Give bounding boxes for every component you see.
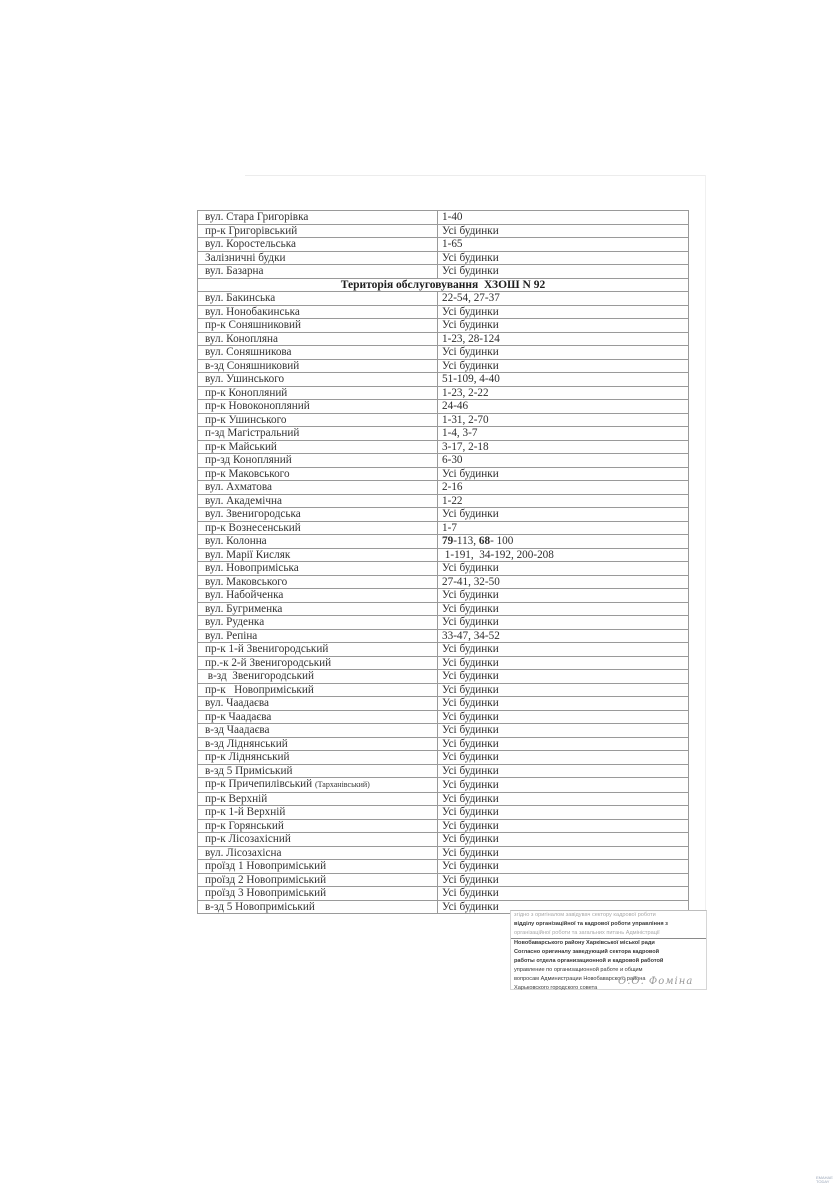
table-row — [198, 697, 689, 711]
street-name: вул. Набойченка — [205, 589, 284, 601]
street-name: пр-зд Конопляний — [205, 454, 292, 466]
houses-range: Усі будинки — [442, 792, 499, 805]
table-row — [198, 467, 689, 481]
street-cell — [198, 724, 438, 738]
street-cell — [198, 535, 438, 549]
street-cell — [198, 751, 438, 765]
street-cell — [198, 494, 438, 508]
table-row — [198, 508, 689, 522]
houses-cell — [438, 575, 689, 589]
street-name: пр-к Горянський — [205, 819, 284, 832]
houses-range: Усі будинки — [442, 737, 499, 750]
houses-range: 1-23, 28-124 — [442, 332, 500, 345]
houses-range: Усі будинки — [442, 860, 499, 872]
houses-cell — [438, 616, 689, 630]
houses-range: 1-22 — [442, 494, 463, 507]
street-name: в-зд Ліднянський — [205, 737, 288, 750]
street-note: (Тарханівський) — [314, 780, 370, 789]
houses-range: 1-40 — [442, 211, 463, 223]
street-cell — [198, 792, 438, 806]
street-cell — [198, 833, 438, 847]
houses-range: 1-191, 34-192, 200-208 — [442, 548, 554, 561]
street-cell — [198, 211, 438, 225]
houses-cell — [438, 683, 689, 697]
houses-cell — [438, 764, 689, 778]
street-name: пр-к Конопляний — [205, 386, 288, 399]
street-cell — [198, 602, 438, 616]
houses-cell — [438, 373, 689, 387]
houses-cell — [438, 400, 689, 414]
table-row — [198, 346, 689, 360]
table-row — [198, 575, 689, 589]
houses-range: 3-17, 2-18 — [442, 440, 489, 453]
street-cell — [198, 737, 438, 751]
houses-cell — [438, 454, 689, 468]
table-row — [198, 413, 689, 427]
houses-range: 1-23, 2-22 — [442, 386, 489, 399]
table-row — [198, 656, 689, 670]
houses-range: Усі будинки — [442, 751, 499, 763]
houses-range: 1-31, 2-70 — [442, 413, 489, 426]
houses-range: 22-54, 27-37 — [442, 292, 500, 304]
scan-edge-top — [245, 175, 705, 176]
street-cell — [198, 265, 438, 279]
houses-range: 51-109, 4-40 — [442, 373, 500, 385]
houses-cell — [438, 643, 689, 657]
houses-cell — [438, 806, 689, 820]
houses-range-part: -113, — [453, 535, 479, 547]
handwritten-signature: О.О. Фоміна — [618, 976, 694, 987]
houses-range: Усі будинки — [442, 724, 499, 736]
street-cell — [198, 467, 438, 481]
section-title: Територія обслуговування ХЗОШ N 92 — [198, 278, 689, 292]
houses-range: Усі будинки — [442, 346, 499, 358]
stamp-line: Согласно оригиналу заведующий сектора кадровой — [514, 949, 660, 955]
houses-cell — [438, 224, 689, 238]
houses-range: Усі будинки — [442, 710, 499, 723]
street-name: пр.-к 2-й Звенигородський — [205, 656, 332, 669]
houses-cell — [438, 386, 689, 400]
street-cell — [198, 887, 438, 901]
houses-range: 1-4, 3-7 — [442, 427, 478, 439]
houses-range: Усі будинки — [442, 467, 499, 480]
street-cell — [198, 697, 438, 711]
houses-cell — [438, 332, 689, 346]
houses-range: 1-65 — [442, 238, 463, 250]
street-name: вул. Ахматова — [205, 481, 272, 493]
table-row — [198, 887, 689, 901]
street-cell — [198, 616, 438, 630]
table-row — [198, 873, 689, 887]
street-cell — [198, 305, 438, 319]
table-row — [198, 643, 689, 657]
street-name: пр-к Соняшниковий — [205, 319, 302, 331]
street-name: вул. Новопримiська — [205, 562, 299, 574]
scan-edge-right — [705, 175, 706, 975]
houses-cell — [438, 697, 689, 711]
houses-range: Усі будинки — [442, 589, 499, 601]
street-cell — [198, 224, 438, 238]
table-row — [198, 562, 689, 576]
houses-cell — [438, 887, 689, 901]
table-row — [198, 683, 689, 697]
street-name: вул. Коноплянa — [205, 332, 278, 345]
street-name: вул. Маковського — [205, 575, 288, 588]
table-row — [198, 319, 689, 333]
street-cell — [198, 359, 438, 373]
table-row — [198, 724, 689, 738]
street-cell — [198, 454, 438, 468]
street-name: пр-к 1-й Верхній — [205, 806, 286, 818]
street-cell — [198, 413, 438, 427]
street-cell — [198, 346, 438, 360]
houses-range: Усі будинки — [442, 846, 499, 859]
table-row — [198, 764, 689, 778]
houses-range: Усі будинки — [442, 508, 499, 520]
houses-range-part: 79 — [442, 535, 454, 547]
table-row — [198, 521, 689, 535]
table-row — [198, 292, 689, 306]
street-name: пр-к Лісозахісний — [205, 833, 291, 845]
houses-cell — [438, 656, 689, 670]
stamp-line: работы отдела организационной и кадровой работой — [514, 958, 664, 964]
street-cell — [198, 427, 438, 441]
street-name: вул. Колонна — [205, 535, 267, 547]
table-row — [198, 602, 689, 616]
houses-cell — [438, 670, 689, 684]
stamp-line: вопросам Администрации Новобаварского района — [514, 976, 646, 982]
street-name: пр-к Верхній — [205, 792, 268, 805]
houses-cell — [438, 427, 689, 441]
table-row — [198, 860, 689, 874]
houses-range: Усі будинки — [442, 602, 499, 615]
houses-range: 24-46 — [442, 400, 469, 412]
street-name: пр-к Майський — [205, 440, 277, 453]
table-row — [198, 846, 689, 860]
houses-range: Усі будинки — [442, 887, 499, 899]
table-row — [198, 616, 689, 630]
street-cell — [198, 710, 438, 724]
table-row — [198, 251, 689, 265]
street-name: вул. Коростельська — [205, 238, 296, 250]
table-row — [198, 751, 689, 765]
street-cell — [198, 521, 438, 535]
houses-cell — [438, 413, 689, 427]
houses-cell — [438, 481, 689, 495]
street-cell — [198, 548, 438, 562]
street-cell — [198, 846, 438, 860]
street-name: вул. Руденка — [205, 616, 265, 628]
street-cell — [198, 873, 438, 887]
street-cell — [198, 562, 438, 576]
houses-cell — [438, 359, 689, 373]
street-name: вул. Ушинського — [205, 373, 285, 385]
houses-cell — [438, 860, 689, 874]
houses-cell — [438, 562, 689, 576]
stamp-line: Харьковского городского совета — [514, 985, 598, 991]
street-name: вул. Соняшникова — [205, 346, 292, 358]
street-cell — [198, 373, 438, 387]
street-name: пр-к 1-й Звенигородський — [205, 643, 329, 655]
street-name: вул. Бугрименка — [205, 602, 283, 615]
houses-cell — [438, 833, 689, 847]
table-row — [198, 454, 689, 468]
houses-range: Усі будинки — [442, 670, 499, 682]
street-name: пр-к Ушинського — [205, 413, 287, 426]
street-name: вул. Нонобакинська — [205, 305, 300, 318]
houses-cell — [438, 346, 689, 360]
street-cell — [198, 670, 438, 684]
street-name: пр-к Григорівський — [205, 224, 298, 237]
houses-cell — [438, 792, 689, 806]
table-row — [198, 427, 689, 441]
street-name: пр-к Ліднянський — [205, 751, 290, 763]
houses-cell — [438, 751, 689, 765]
houses-range: Усі будинки — [442, 683, 499, 696]
houses-range: Усі будинки — [442, 806, 499, 818]
table-row — [198, 548, 689, 562]
houses-range: Усі будинки — [442, 697, 499, 709]
section-header-row — [198, 278, 689, 292]
street-cell — [198, 683, 438, 697]
table-row — [198, 373, 689, 387]
table-row — [198, 305, 689, 319]
table-row — [198, 737, 689, 751]
houses-cell — [438, 589, 689, 603]
houses-range: 6-30 — [442, 454, 463, 466]
table-row — [198, 710, 689, 724]
street-name: в-зд 5 Новопримiський — [205, 900, 315, 913]
houses-range: Усі будинки — [442, 224, 499, 237]
houses-range: Усі будинки — [442, 900, 499, 913]
houses-range-part: 68 — [478, 535, 491, 547]
street-cell — [198, 238, 438, 252]
stamp-line: управление по организационной работе и общим — [514, 967, 643, 973]
street-cell — [198, 575, 438, 589]
street-name: в-зд Соняшниковий — [205, 359, 300, 372]
table-row — [198, 386, 689, 400]
street-cell — [198, 643, 438, 657]
table-row — [198, 629, 689, 643]
street-cell — [198, 332, 438, 346]
houses-range-part: - 100 — [490, 535, 514, 547]
houses-cell — [438, 265, 689, 279]
street-cell — [198, 251, 438, 265]
street-name: Залізничні будки — [205, 251, 286, 264]
street-cell — [198, 629, 438, 643]
street-cell — [198, 764, 438, 778]
table-row — [198, 265, 689, 279]
houses-range: Усі будинки — [442, 764, 499, 777]
street-name: проїзд 3 Новопримiський — [205, 887, 327, 899]
street-name: вул. Репіна — [205, 629, 258, 642]
table-row — [198, 238, 689, 252]
street-name: пр-к Новоконопляний — [205, 400, 310, 412]
street-cell — [198, 386, 438, 400]
houses-cell — [438, 211, 689, 225]
houses-cell — [438, 440, 689, 454]
table-row — [198, 535, 689, 549]
street-cell — [198, 656, 438, 670]
street-cell — [198, 806, 438, 820]
street-cell — [198, 508, 438, 522]
stamp-line: Новобаварського району Харківської міської ради — [511, 938, 706, 948]
houses-cell — [438, 629, 689, 643]
street-name: пр-к Чаадаєва — [205, 710, 272, 723]
street-name: вул. Стара Григорівка — [205, 211, 309, 223]
houses-cell — [438, 602, 689, 616]
table-row — [198, 494, 689, 508]
address-table — [197, 210, 689, 914]
street-name: п-зд Магістральний — [205, 427, 300, 439]
houses-cell — [438, 819, 689, 833]
street-name: вул. Академічна — [205, 494, 282, 507]
table-row — [198, 440, 689, 454]
table-row — [198, 211, 689, 225]
houses-range: Усі будинки — [442, 359, 499, 372]
table-row — [198, 224, 689, 238]
houses-cell — [438, 737, 689, 751]
houses-cell — [438, 846, 689, 860]
houses-range: Усі будинки — [442, 778, 499, 791]
street-name: в-зд Чаадаєва — [205, 724, 270, 736]
street-cell — [198, 292, 438, 306]
table-row — [198, 670, 689, 684]
street-cell — [198, 319, 438, 333]
street-name: вул. Бакинська — [205, 292, 276, 304]
street-name: в-зд 5 Приміський — [205, 764, 293, 777]
houses-cell — [438, 724, 689, 738]
street-name: в-зд Звенигородський — [205, 670, 315, 682]
houses-range: Усі будинки — [442, 643, 499, 655]
table-row — [198, 400, 689, 414]
stamp-line: організаційної роботи та загальних питань Адміністрації — [514, 930, 660, 936]
houses-range: 27-41, 32-50 — [442, 575, 500, 588]
houses-range: Усі будинки — [442, 833, 499, 845]
houses-cell — [438, 778, 689, 793]
houses-cell — [438, 508, 689, 522]
street-name: пр-к Маковського — [205, 467, 290, 480]
houses-cell — [438, 292, 689, 306]
street-cell — [198, 400, 438, 414]
street-cell — [198, 778, 438, 793]
houses-cell — [438, 535, 689, 549]
street-cell — [198, 900, 438, 914]
table-row — [198, 833, 689, 847]
houses-range: Усі будинки — [442, 251, 499, 264]
street-cell — [198, 589, 438, 603]
houses-range: Усі будинки — [442, 562, 499, 574]
houses-range: Усі будинки — [442, 305, 499, 318]
table-row — [198, 481, 689, 495]
houses-cell — [438, 238, 689, 252]
houses-cell — [438, 548, 689, 562]
houses-range: 2-16 — [442, 481, 463, 493]
street-name: пр-к Причепилівський — [205, 778, 313, 790]
houses-cell — [438, 305, 689, 319]
houses-range: Усі будинки — [442, 319, 499, 331]
street-name: проїзд 1 Новопримiський — [205, 860, 327, 872]
street-name: проїзд 2 Новопримiський — [205, 873, 327, 886]
houses-range: Усі будинки — [442, 819, 499, 832]
table-row — [198, 806, 689, 820]
table-row — [198, 359, 689, 373]
houses-cell — [438, 494, 689, 508]
street-name: пр-к Вознесенський — [205, 521, 301, 534]
street-cell — [198, 819, 438, 833]
street-cell — [198, 860, 438, 874]
houses-cell — [438, 521, 689, 535]
houses-range: Усі будинки — [442, 616, 499, 628]
street-name: пр-к Новопримiський — [205, 683, 314, 696]
street-name: вул. Звенигородська — [205, 508, 301, 520]
table-row — [198, 792, 689, 806]
street-cell — [198, 440, 438, 454]
houses-cell — [438, 873, 689, 887]
houses-cell — [438, 319, 689, 333]
houses-range: Усі будинки — [442, 656, 499, 669]
houses-range: Усі будинки — [442, 265, 499, 277]
table-row — [198, 332, 689, 346]
table-row — [198, 589, 689, 603]
stamp-line: згідно з оригіналом завідувач сектору кадрової роботи — [514, 912, 656, 918]
street-name: вул. Чаадаєва — [205, 697, 269, 709]
houses-cell — [438, 710, 689, 724]
houses-cell — [438, 467, 689, 481]
street-name: вул. Базарна — [205, 265, 264, 277]
houses-range: 1-7 — [442, 521, 457, 534]
corner-watermark: ЕМАНАЕ TODAY — [816, 1175, 833, 1184]
houses-range: Усі будинки — [442, 873, 499, 886]
table-row — [198, 778, 689, 793]
street-name: вул. Марії Кисляк — [205, 548, 291, 561]
houses-range: 33-47, 34-52 — [442, 629, 500, 642]
street-cell — [198, 481, 438, 495]
stamp-line: відділу організаційної та кадрової роботи управління з — [514, 921, 668, 927]
houses-cell — [438, 251, 689, 265]
street-name: вул. Лісозахісна — [205, 846, 282, 859]
table-row — [198, 819, 689, 833]
